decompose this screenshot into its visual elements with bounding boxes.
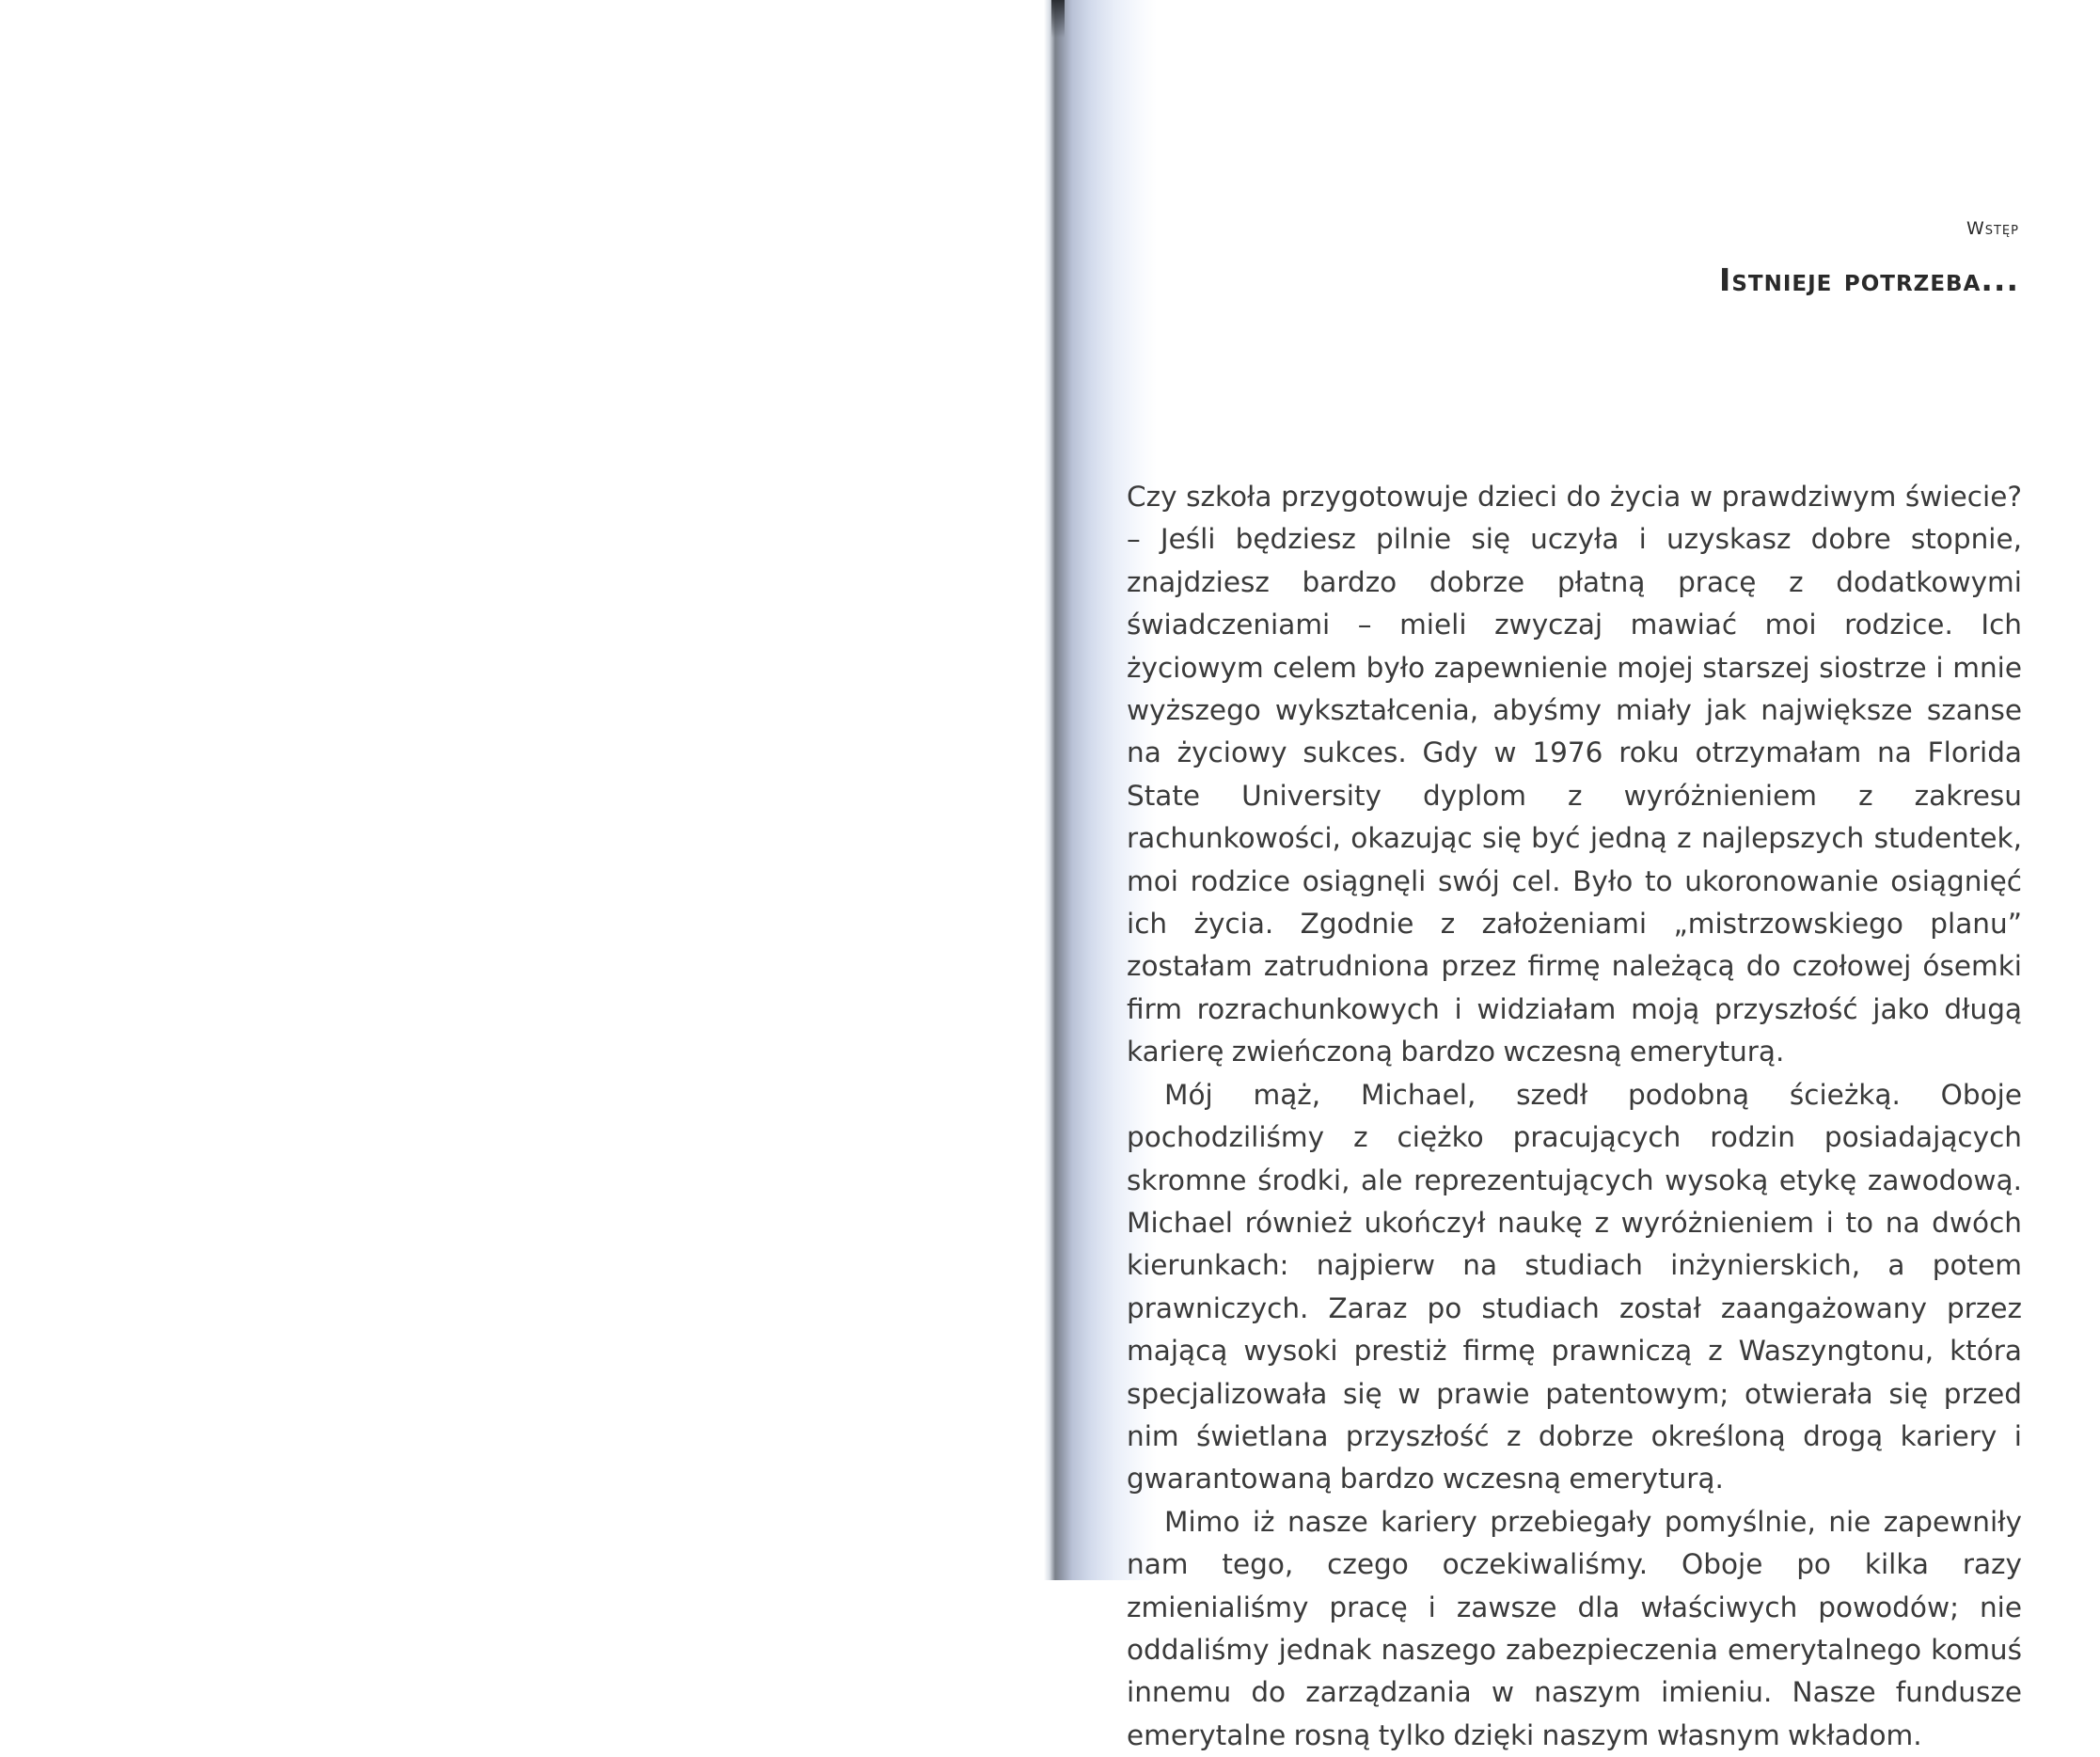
paragraph-1: Czy szkoła przygotowuje dzieci do życia w prawdziwym świecie? – Jeśli będziesz pilnie się uczyła i uzyskasz dobre stopnie, znajdziesz bardzo dobrze płatną pracę z dodatkowymi świadczeniami – mieli zwyczaj mawiać moi rodzice. Ich życiowym celem było zapewnienie mojej starszej siostrze i mnie wyższego wykształcenia, abyśmy miały jak największe szanse na życiowy sukces. Gdy w 1976 roku otrzymałam na Florida State University dyplom z wyróżnieniem z zakresu rachunkowości, okazując się być jedną z najlepszych studentek, moi rodzice osiągnęli swój cel. Było to ukoronowanie osiągnięć ich życia. Zgodnie z założeniami „mistrzowskiego planu” zostałam zatrudniona przez firmę należącą do czołowej ósemki firm rozrachunkowych i widziałam moją przyszłość jako długą karierę zwieńczoną bardzo wczesną emeryturą. bbox=[1127, 481, 2022, 1068]
left-page-blank bbox=[0, 0, 1053, 1580]
paragraph-2: Mój mąż, Michael, szedł podobną ścieżką. Oboje pochodziliśmy z ciężko pracujących rodzin posiadających skromne środki, ale reprezentujących wysoką etykę zawodową. Michael również ukończył naukę z wyróżnieniem i to na dwóch kierunkach: najpierw na studiach inżynierskich, a potem prawniczych. Zaraz po studiach został zaangażowany przez mającą wysoki prestiż firmę prawniczą z Waszyngtonu, która specjalizowała się w prawie patentowym; otwierała się przed nim świetlana przyszłość z dobrze określoną drogą kariery i gwarantowaną bardzo wczesną emeryturą. bbox=[1127, 1078, 2022, 1496]
body-text bbox=[1127, 476, 2022, 1757]
paragraph-3: Mimo iż nasze kariery przebiegały pomyślnie, nie zapewniły nam tego, czego oczekiwaliśmy. Oboje po kilka razy zmienialiśmy pracę i zawsze dla właściwych powodów; nie oddaliśmy jednak naszego zabezpieczenia emerytalnego komuś innemu do zarządzania w naszym imieniu. Nasze fundusze emerytalne rosną tylko dzięki naszym własnym wkładom. bbox=[1127, 1505, 2022, 1751]
section-label: Wstęp bbox=[1966, 218, 2019, 239]
chapter-title: Istnieje potrzeba... bbox=[1719, 261, 2019, 298]
gutter-top-shadow bbox=[1051, 0, 1065, 38]
